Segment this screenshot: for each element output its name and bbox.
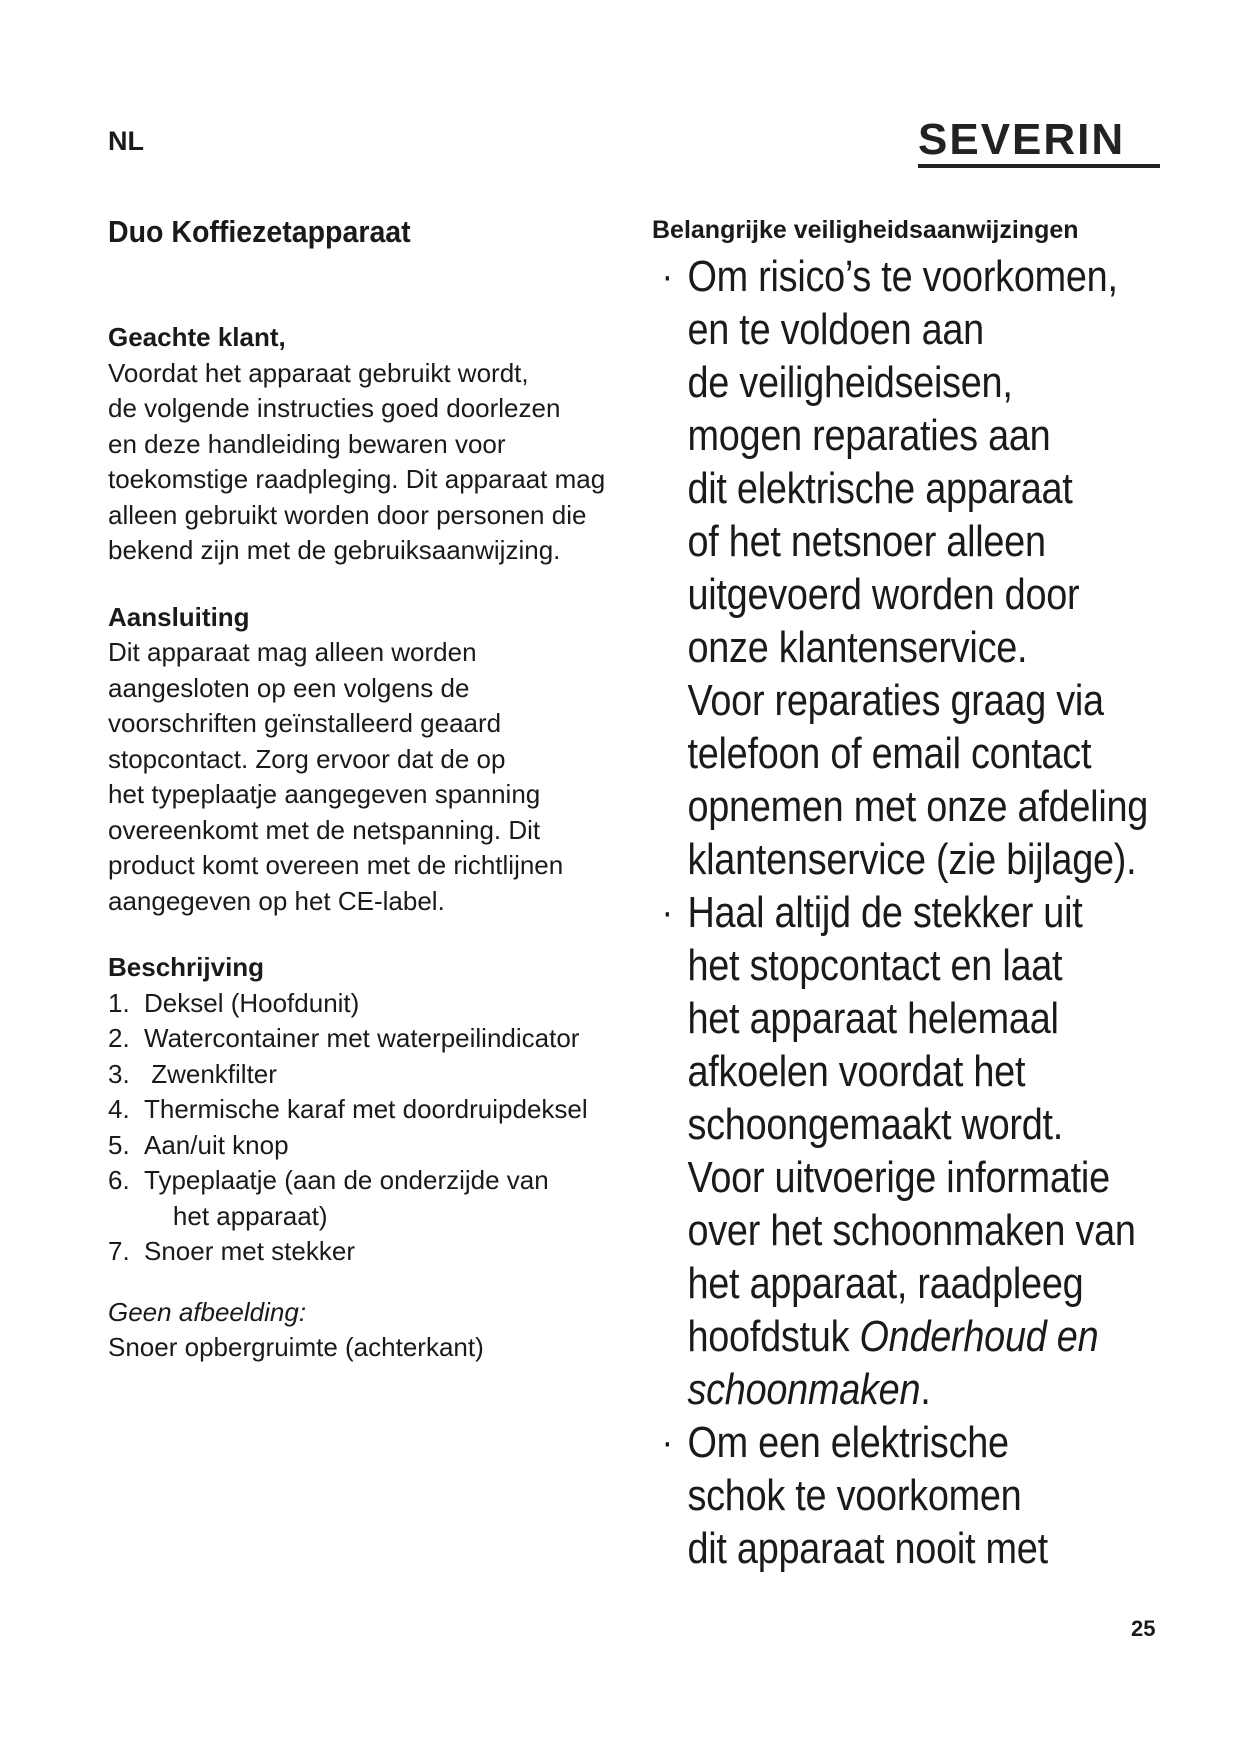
parts-list bbox=[108, 986, 628, 1270]
list-item: 6. Typeplaatje (aan de onderzijde van bbox=[108, 1165, 549, 1195]
bullet-text: Om risico’s te voorkomen, en te voldoen aan de veiligheidseisen, mogen reparaties aan dit elektrische apparaat of het netsnoer alleen uitgevoerd worden door onze klantenservice. Voor reparaties graag via telefoon of email contact opnemen met onze afdeling klantenservice (zie bijlage). bbox=[687, 252, 1149, 884]
brand-logo: SEVERIN bbox=[918, 115, 1126, 164]
bullet-marker: · bbox=[661, 1420, 673, 1464]
safety-instructions bbox=[661, 250, 1188, 1575]
logo-underline bbox=[918, 164, 1160, 168]
bullet-marker: · bbox=[661, 254, 673, 298]
text-line: alleen gebruikt worden door personen die bbox=[108, 499, 587, 530]
text-line: aangesloten op een volgens de bbox=[108, 672, 470, 703]
text-line: Voordat het apparaat gebruikt wordt, bbox=[108, 357, 529, 388]
bullet-text: Om een elektrische schok te voorkomen dit apparaat nooit met bbox=[687, 1418, 1048, 1573]
safety-bullet bbox=[661, 1416, 1188, 1575]
safety-bullet bbox=[661, 886, 1188, 1416]
bullet-text: Haal altijd de stekker uit het stopcontact en laat het apparaat helemaal afkoelen voordat het schoongemaakt wordt. Voor uitvoerige informatie over het schoonmaken van het apparaat, raadpleeg hoofdstuk Onderhoud en schoonmaken. bbox=[687, 888, 1136, 1414]
text-line: Dit apparaat mag alleen worden bbox=[108, 637, 477, 667]
text-line: stopcontact. Zorg ervoor dat de op bbox=[108, 743, 506, 774]
text-line: toekomstige raadpleging. Dit apparaat mag bbox=[108, 464, 606, 494]
bullet-marker: · bbox=[661, 890, 673, 934]
list-item: 4. Thermische karaf met doordruipdeksel bbox=[108, 1094, 588, 1124]
note-heading: Geen afbeelding: bbox=[108, 1296, 307, 1327]
note-text: Snoer opbergruimte (achterkant) bbox=[108, 1332, 484, 1362]
text-line: overeenkomt met de netspanning. Dit bbox=[108, 814, 541, 845]
page-number: 25 bbox=[1131, 1616, 1156, 1641]
safety-bullet bbox=[661, 250, 1188, 886]
left-column bbox=[108, 320, 628, 1366]
list-item: 1. Deksel (Hoofdunit) bbox=[108, 987, 360, 1018]
language-code: NL bbox=[108, 126, 144, 156]
text-line: het typeplaatje aangegeven spanning bbox=[108, 779, 541, 809]
connection-heading: Aansluiting bbox=[108, 601, 250, 632]
text-line: product komt overeen met de richtlijnen bbox=[108, 850, 564, 880]
safety-heading: Belangrijke veiligheidsaanwijzingen bbox=[652, 216, 1079, 244]
list-item: 3. Zwenkfilter bbox=[108, 1058, 277, 1089]
list-item: 5. Aan/uit knop bbox=[108, 1129, 289, 1160]
text-line: de volgende instructies goed doorlezen bbox=[108, 393, 561, 423]
intro-heading: Geachte klant, bbox=[108, 322, 286, 352]
list-item: 7. Snoer met stekker bbox=[108, 1236, 355, 1266]
list-item: het apparaat) bbox=[144, 1200, 328, 1231]
document-title: Duo Koffiezetapparaat bbox=[108, 214, 411, 249]
connection-text bbox=[108, 635, 628, 919]
chapter-reference: Onderhoud en schoonmaken bbox=[687, 1312, 1099, 1414]
text-line: voorschriften geïnstalleerd geaard bbox=[108, 708, 502, 738]
text-line: aangegeven op het CE-label. bbox=[108, 885, 445, 916]
list-item: 2. Watercontainer met waterpeilindicator bbox=[108, 1023, 580, 1053]
description-heading: Beschrijving bbox=[108, 952, 265, 982]
text-line: bekend zijn met de gebruiksaanwijzing. bbox=[108, 535, 561, 565]
text-line: en deze handleiding bewaren voor bbox=[108, 428, 506, 459]
intro-text bbox=[108, 356, 628, 569]
